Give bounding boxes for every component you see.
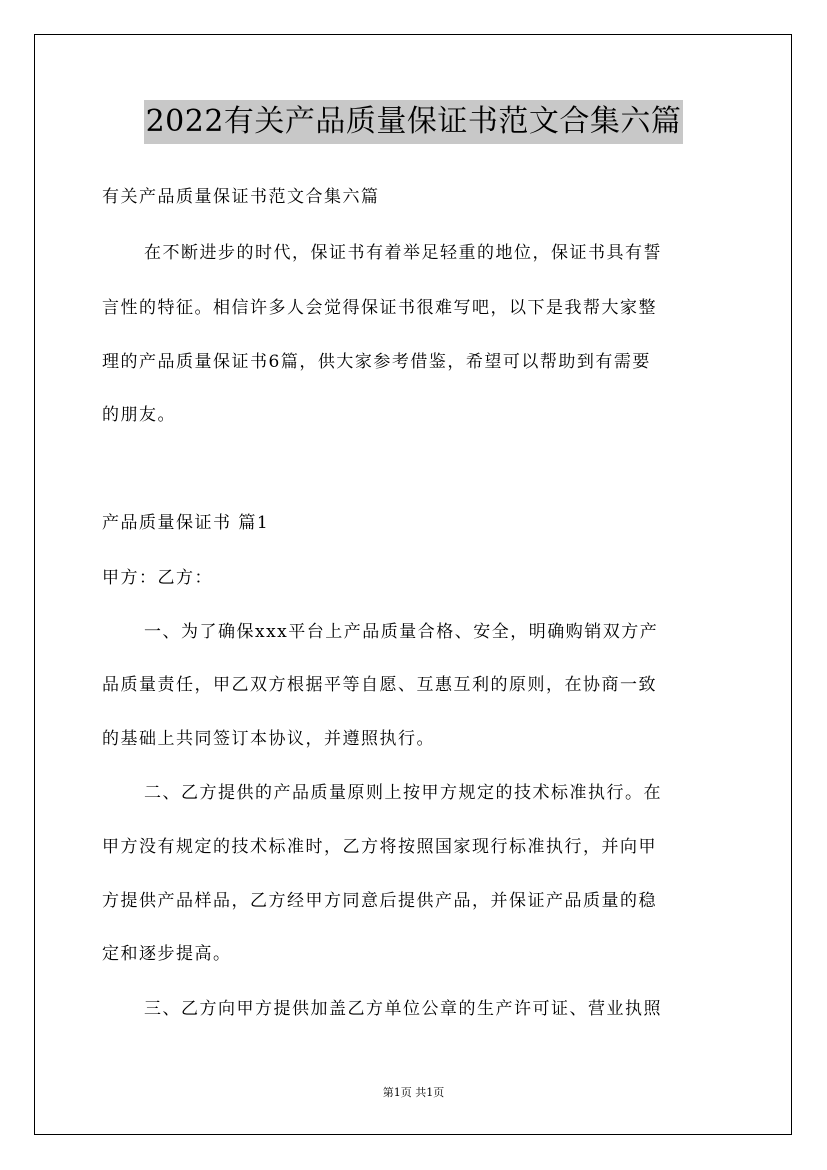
intro-line: 在不断进步的时代，保证书有着举足轻重的地位，保证书具有誓 [144, 243, 662, 263]
clause-line: 的基础上共同签订本协议，并遵照执行。 [102, 729, 435, 749]
intro-line: 言性的特征。相信许多人会觉得保证书很难写吧，以下是我帮大家整 [102, 298, 657, 318]
parties-line: 甲方：乙方： [102, 568, 213, 588]
clause-line: 二、乙方提供的产品质量原则上按甲方规定的技术标准执行。在 [144, 783, 662, 803]
clause-line: 品质量责任，甲乙双方根据平等自愿、互惠互利的原则，在协商一致 [102, 675, 657, 695]
document-title: 2022有关产品质量保证书范文合集六篇 [144, 100, 684, 144]
intro-line: 理的产品质量保证书6篇，供大家参考借鉴，希望可以帮助到有需要 [102, 352, 651, 372]
clause-line: 三、乙方向甲方提供加盖乙方单位公章的生产许可证、营业执照 [144, 999, 662, 1019]
clause-line: 一、为了确保xxx平台上产品质量合格、安全，明确购销双方产 [144, 622, 659, 642]
clause-line: 甲方没有规定的技术标准时，乙方将按照国家现行标准执行，并向甲 [102, 837, 657, 857]
page-number: 第1页 共1页 [382, 1086, 445, 1099]
clause-line: 定和逐步提高。 [102, 944, 232, 964]
clause-line: 方提供产品样品，乙方经甲方同意后提供产品，并保证产品质量的稳 [102, 891, 657, 911]
intro-line: 的朋友。 [102, 405, 176, 425]
title-container [0, 100, 827, 144]
subtitle: 有关产品质量保证书范文合集六篇 [102, 187, 380, 207]
section-heading: 产品质量保证书 篇1 [102, 513, 270, 533]
